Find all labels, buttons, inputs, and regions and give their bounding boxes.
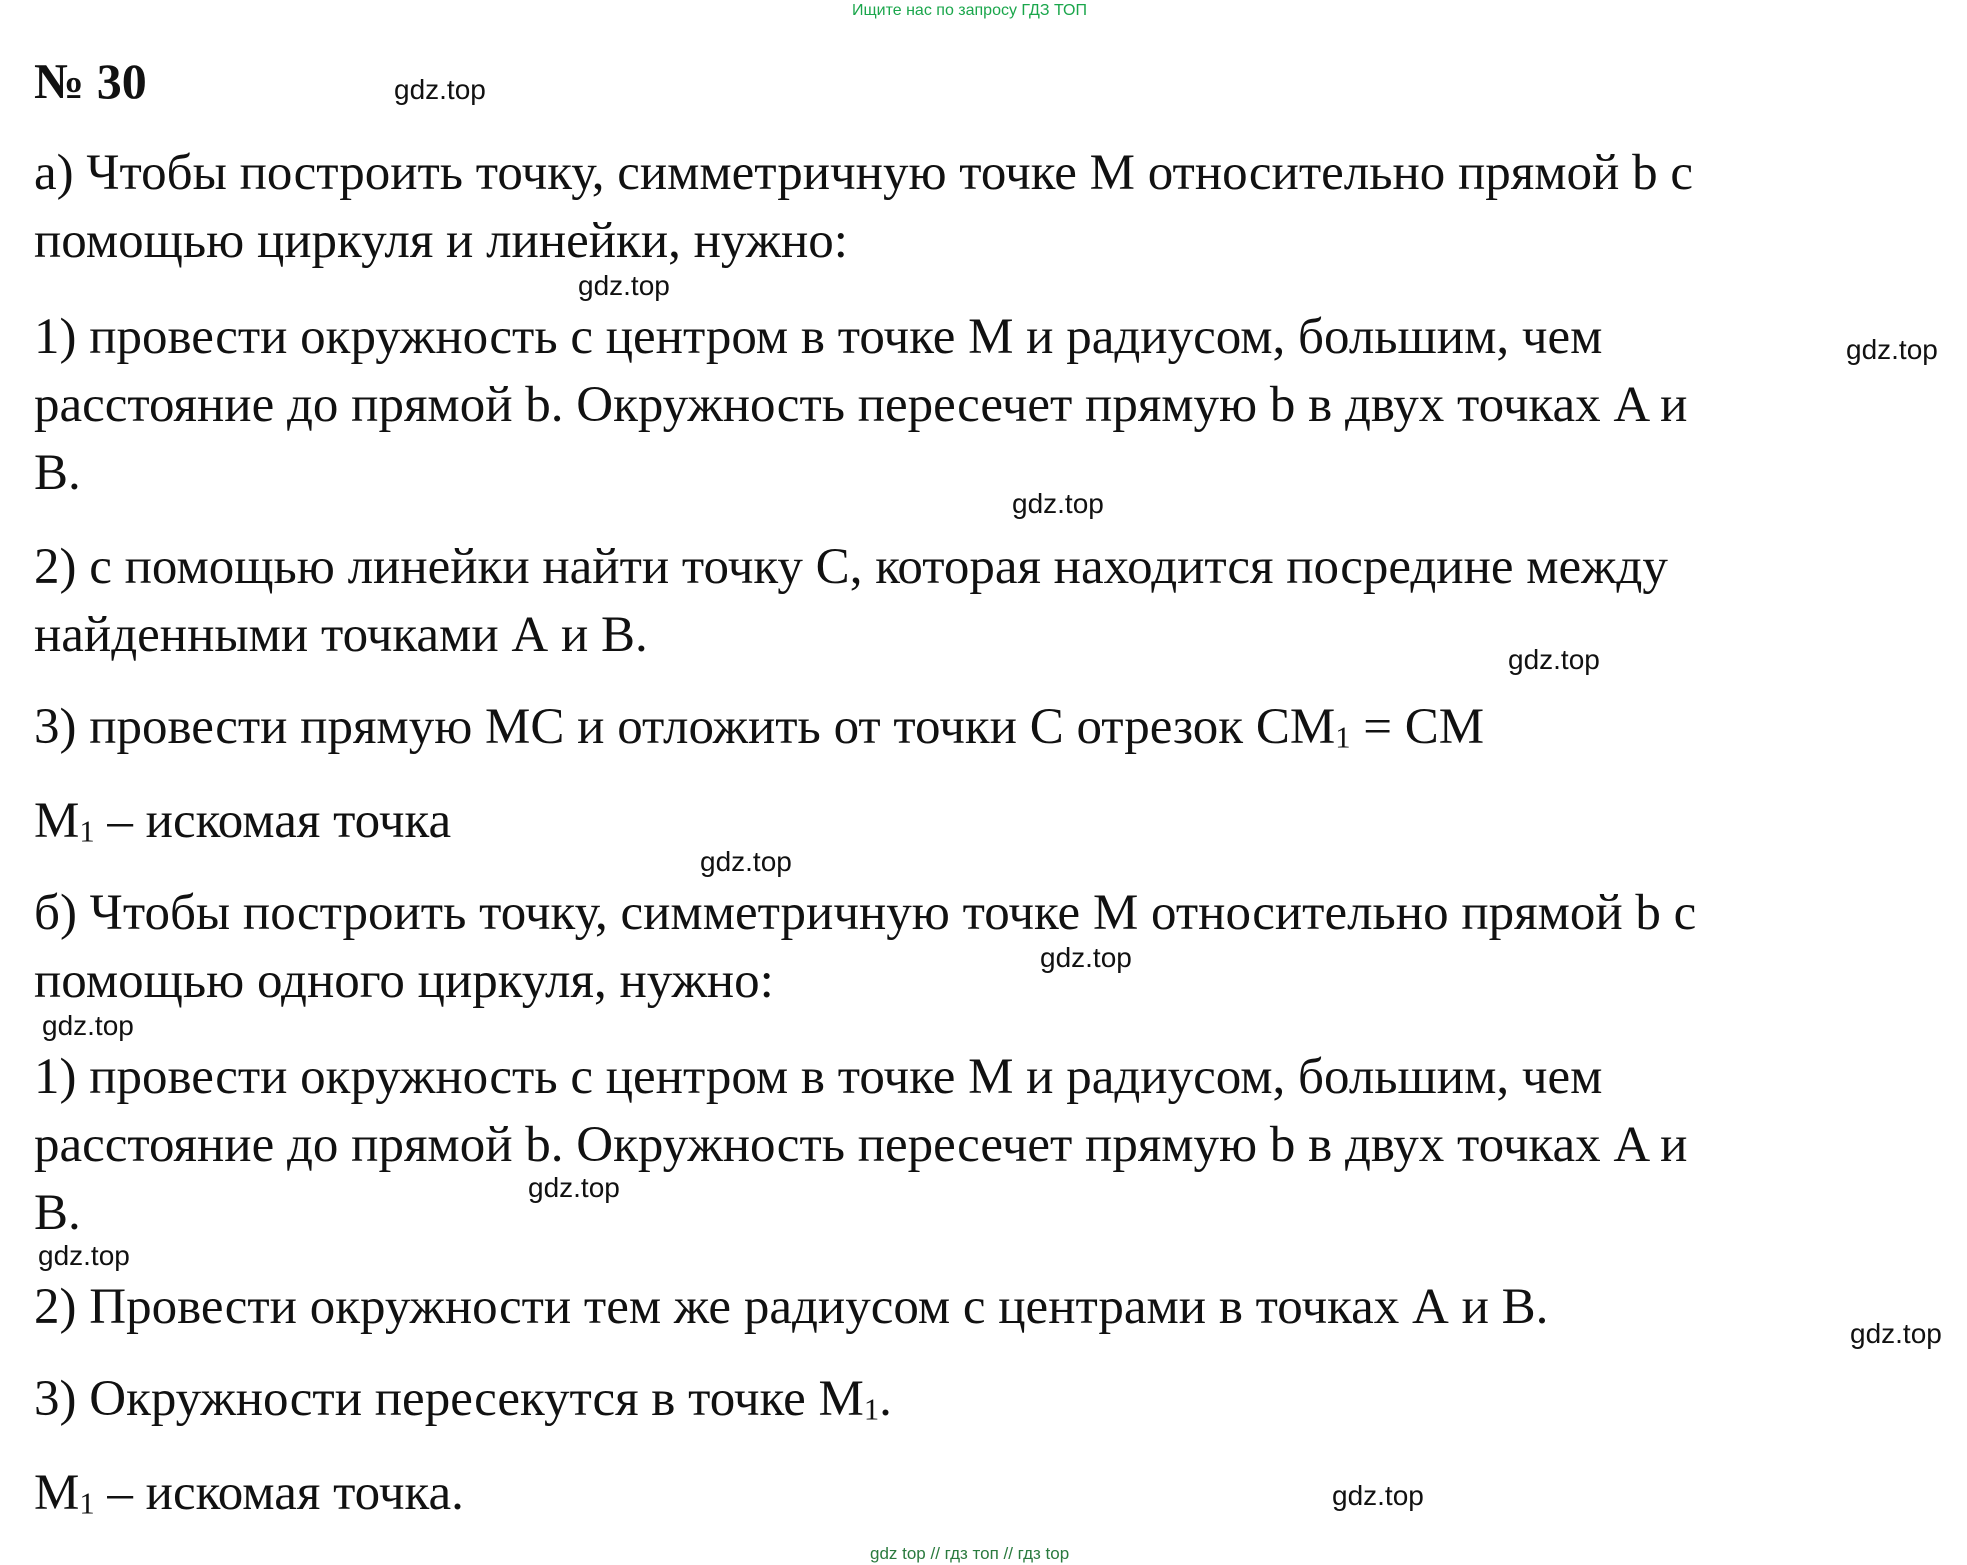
footer-note: gdz top // гдз топ // гдз top	[870, 1544, 1070, 1563]
text-line: B.	[34, 445, 81, 501]
watermark: gdz.top	[528, 1172, 620, 1203]
text-line: а) Чтобы построить точку, симметричную точке М относительно прямой b с	[34, 145, 1693, 201]
watermark: gdz.top	[578, 270, 670, 301]
watermark: gdz.top	[1332, 1480, 1424, 1511]
watermark: gdz.top	[700, 846, 792, 877]
text-segment: М	[34, 793, 80, 849]
watermark: gdz.top	[1508, 644, 1600, 675]
header-note: Ищите нас по запросу ГДЗ ТОП	[852, 2, 1087, 19]
subscript: 1	[79, 814, 95, 849]
text-segment: 3) Окружности пересекутся в точке М	[34, 1371, 864, 1427]
text-segment: – искомая точка	[94, 793, 452, 849]
text-line	[34, 793, 452, 849]
watermark: gdz.top	[394, 74, 486, 105]
watermark: gdz.top	[1040, 942, 1132, 973]
text-segment: .	[879, 1371, 892, 1427]
subscript: 1	[1335, 720, 1351, 755]
text-line: B.	[34, 1185, 81, 1241]
text-line: 1) провести окружность с центром в точке М и радиусом, большим, чем	[34, 1049, 1603, 1105]
watermark: gdz.top	[42, 1010, 134, 1041]
text-line	[34, 699, 1485, 755]
text-line: расстояние до прямой b. Окружность пересечет прямую b в двух точках A и	[34, 1117, 1688, 1173]
subscript: 1	[79, 1486, 95, 1521]
text-line: 1) провести окружность с центром в точке М и радиусом, большим, чем	[34, 309, 1603, 365]
text-segment: = СМ	[1350, 699, 1485, 755]
text-line: 2) с помощью линейки найти точку С, которая находится посредине между	[34, 539, 1668, 595]
text-segment: М	[34, 1465, 80, 1521]
text-segment: – искомая точка.	[94, 1465, 464, 1521]
text-line: найденными точками А и В.	[34, 607, 648, 663]
text-line: помощью одного циркуля, нужно:	[34, 953, 774, 1009]
text-line: 2) Провести окружности тем же радиусом с центрами в точках А и В.	[34, 1279, 1549, 1335]
text-line: б) Чтобы построить точку, симметричную точке М относительно прямой b с	[34, 885, 1697, 941]
watermark: gdz.top	[1850, 1318, 1942, 1349]
text-line	[34, 1371, 892, 1427]
text-line: помощью циркуля и линейки, нужно:	[34, 213, 848, 269]
watermark: gdz.top	[38, 1240, 130, 1271]
text-line	[34, 1465, 464, 1521]
watermark: gdz.top	[1012, 488, 1104, 519]
task-number: № 30	[34, 53, 147, 109]
text-segment: 3) провести прямую МС и отложить от точки С отрезок СМ	[34, 699, 1336, 755]
watermark: gdz.top	[1846, 334, 1938, 365]
text-line: расстояние до прямой b. Окружность пересечет прямую b в двух точках A и	[34, 377, 1688, 433]
subscript: 1	[863, 1392, 880, 1427]
